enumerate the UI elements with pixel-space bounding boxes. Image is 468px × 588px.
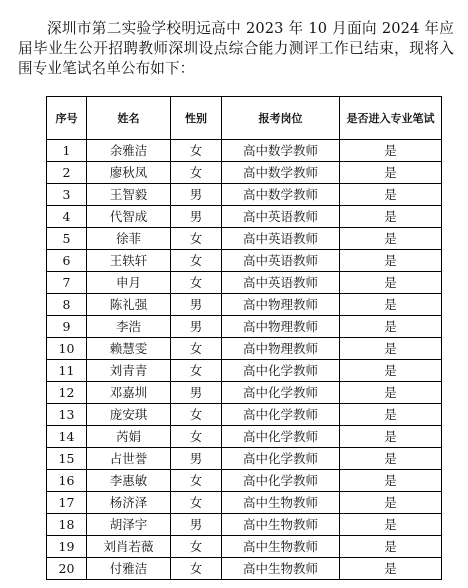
cell-name: 李浩 [87,316,171,338]
table-row [47,448,442,470]
cell-index: 5 [47,228,87,250]
cell-index: 18 [47,514,87,536]
table-row [47,162,442,184]
cell-gender: 女 [171,250,222,272]
cell-name: 王轶轩 [87,250,171,272]
cell-index: 11 [47,360,87,382]
cell-name: 芮娟 [87,426,171,448]
cell-gender: 女 [171,558,222,580]
cell-gender: 女 [171,360,222,382]
header-position: 报考岗位 [222,97,340,140]
cell-position: 高中化学教师 [222,404,340,426]
cell-gender: 男 [171,206,222,228]
cell-written-exam: 是 [340,360,442,382]
table-body [47,140,442,580]
cell-gender: 女 [171,338,222,360]
cell-gender: 男 [171,382,222,404]
table-row [47,470,442,492]
header-name: 姓名 [87,97,171,140]
table-row [47,294,442,316]
cell-position: 高中化学教师 [222,360,340,382]
cell-position: 高中数学教师 [222,184,340,206]
cell-index: 3 [47,184,87,206]
cell-index: 12 [47,382,87,404]
table-row [47,184,442,206]
cell-index: 15 [47,448,87,470]
intro-paragraph: 深圳市第二实验学校明远高中 2023 年 10 月面向 2024 年应届毕业生公开招聘教师深圳设点综合能力测评工作已结束，现将入围专业笔试名单公布如下： [18,19,454,77]
cell-gender: 女 [171,228,222,250]
cell-position: 高中英语教师 [222,206,340,228]
cell-name: 代智成 [87,206,171,228]
cell-gender: 女 [171,140,222,162]
cell-written-exam: 是 [340,382,442,404]
cell-index: 7 [47,272,87,294]
cell-index: 14 [47,426,87,448]
cell-index: 8 [47,294,87,316]
cell-position: 高中数学教师 [222,162,340,184]
cell-name: 赖慧雯 [87,338,171,360]
cell-gender: 男 [171,294,222,316]
cell-name: 刘肖若薇 [87,536,171,558]
cell-name: 胡泽宇 [87,514,171,536]
table-row [47,492,442,514]
cell-position: 高中生物教师 [222,536,340,558]
table-row [47,382,442,404]
table-row [47,228,442,250]
table-row [47,338,442,360]
cell-gender: 女 [171,470,222,492]
cell-position: 高中化学教师 [222,470,340,492]
table-row [47,426,442,448]
table-row [47,250,442,272]
cell-name: 余雅洁 [87,140,171,162]
cell-written-exam: 是 [340,448,442,470]
table-row [47,536,442,558]
cell-position: 高中生物教师 [222,492,340,514]
cell-written-exam: 是 [340,404,442,426]
table-row [47,272,442,294]
table-row [47,404,442,426]
cell-gender: 女 [171,272,222,294]
cell-gender: 男 [171,448,222,470]
cell-written-exam: 是 [340,272,442,294]
cell-name: 申月 [87,272,171,294]
cell-written-exam: 是 [340,206,442,228]
cell-index: 9 [47,316,87,338]
cell-name: 李惠敏 [87,470,171,492]
cell-gender: 女 [171,404,222,426]
table-header-row [47,97,442,140]
cell-gender: 女 [171,492,222,514]
cell-name: 杨济泽 [87,492,171,514]
cell-position: 高中数学教师 [222,140,340,162]
cell-index: 16 [47,470,87,492]
cell-position: 高中英语教师 [222,272,340,294]
table-row [47,360,442,382]
cell-position: 高中物理教师 [222,316,340,338]
cell-index: 20 [47,558,87,580]
cell-name: 刘青青 [87,360,171,382]
cell-name: 付雅洁 [87,558,171,580]
cell-name: 庞安琪 [87,404,171,426]
cell-position: 高中英语教师 [222,250,340,272]
cell-name: 王智毅 [87,184,171,206]
cell-written-exam: 是 [340,558,442,580]
cell-written-exam: 是 [340,316,442,338]
header-written-exam: 是否进入专业笔试 [340,97,442,140]
cell-gender: 男 [171,316,222,338]
cell-gender: 女 [171,162,222,184]
cell-name: 占世誉 [87,448,171,470]
table-row [47,206,442,228]
cell-index: 17 [47,492,87,514]
cell-gender: 女 [171,426,222,448]
cell-index: 2 [47,162,87,184]
table-row [47,558,442,580]
table-row [47,316,442,338]
cell-index: 19 [47,536,87,558]
cell-written-exam: 是 [340,250,442,272]
cell-written-exam: 是 [340,294,442,316]
cell-index: 13 [47,404,87,426]
table-row [47,514,442,536]
table-row [47,140,442,162]
cell-name: 廖秋凤 [87,162,171,184]
cell-name: 徐菲 [87,228,171,250]
cell-written-exam: 是 [340,470,442,492]
cell-index: 1 [47,140,87,162]
cell-written-exam: 是 [340,184,442,206]
cell-written-exam: 是 [340,140,442,162]
cell-position: 高中生物教师 [222,558,340,580]
cell-written-exam: 是 [340,492,442,514]
cell-written-exam: 是 [340,338,442,360]
cell-written-exam: 是 [340,514,442,536]
header-index: 序号 [47,97,87,140]
cell-gender: 男 [171,514,222,536]
cell-position: 高中生物教师 [222,514,340,536]
cell-position: 高中化学教师 [222,448,340,470]
cell-gender: 男 [171,184,222,206]
cell-name: 邓嘉圳 [87,382,171,404]
cell-position: 高中物理教师 [222,294,340,316]
cell-position: 高中物理教师 [222,338,340,360]
cell-position: 高中英语教师 [222,228,340,250]
cell-position: 高中化学教师 [222,426,340,448]
cell-written-exam: 是 [340,228,442,250]
cell-position: 高中化学教师 [222,382,340,404]
cell-index: 4 [47,206,87,228]
cell-written-exam: 是 [340,536,442,558]
candidate-table [46,96,442,580]
header-gender: 性别 [171,97,222,140]
cell-gender: 女 [171,536,222,558]
cell-name: 陈礼强 [87,294,171,316]
cell-written-exam: 是 [340,426,442,448]
cell-written-exam: 是 [340,162,442,184]
cell-index: 10 [47,338,87,360]
cell-index: 6 [47,250,87,272]
